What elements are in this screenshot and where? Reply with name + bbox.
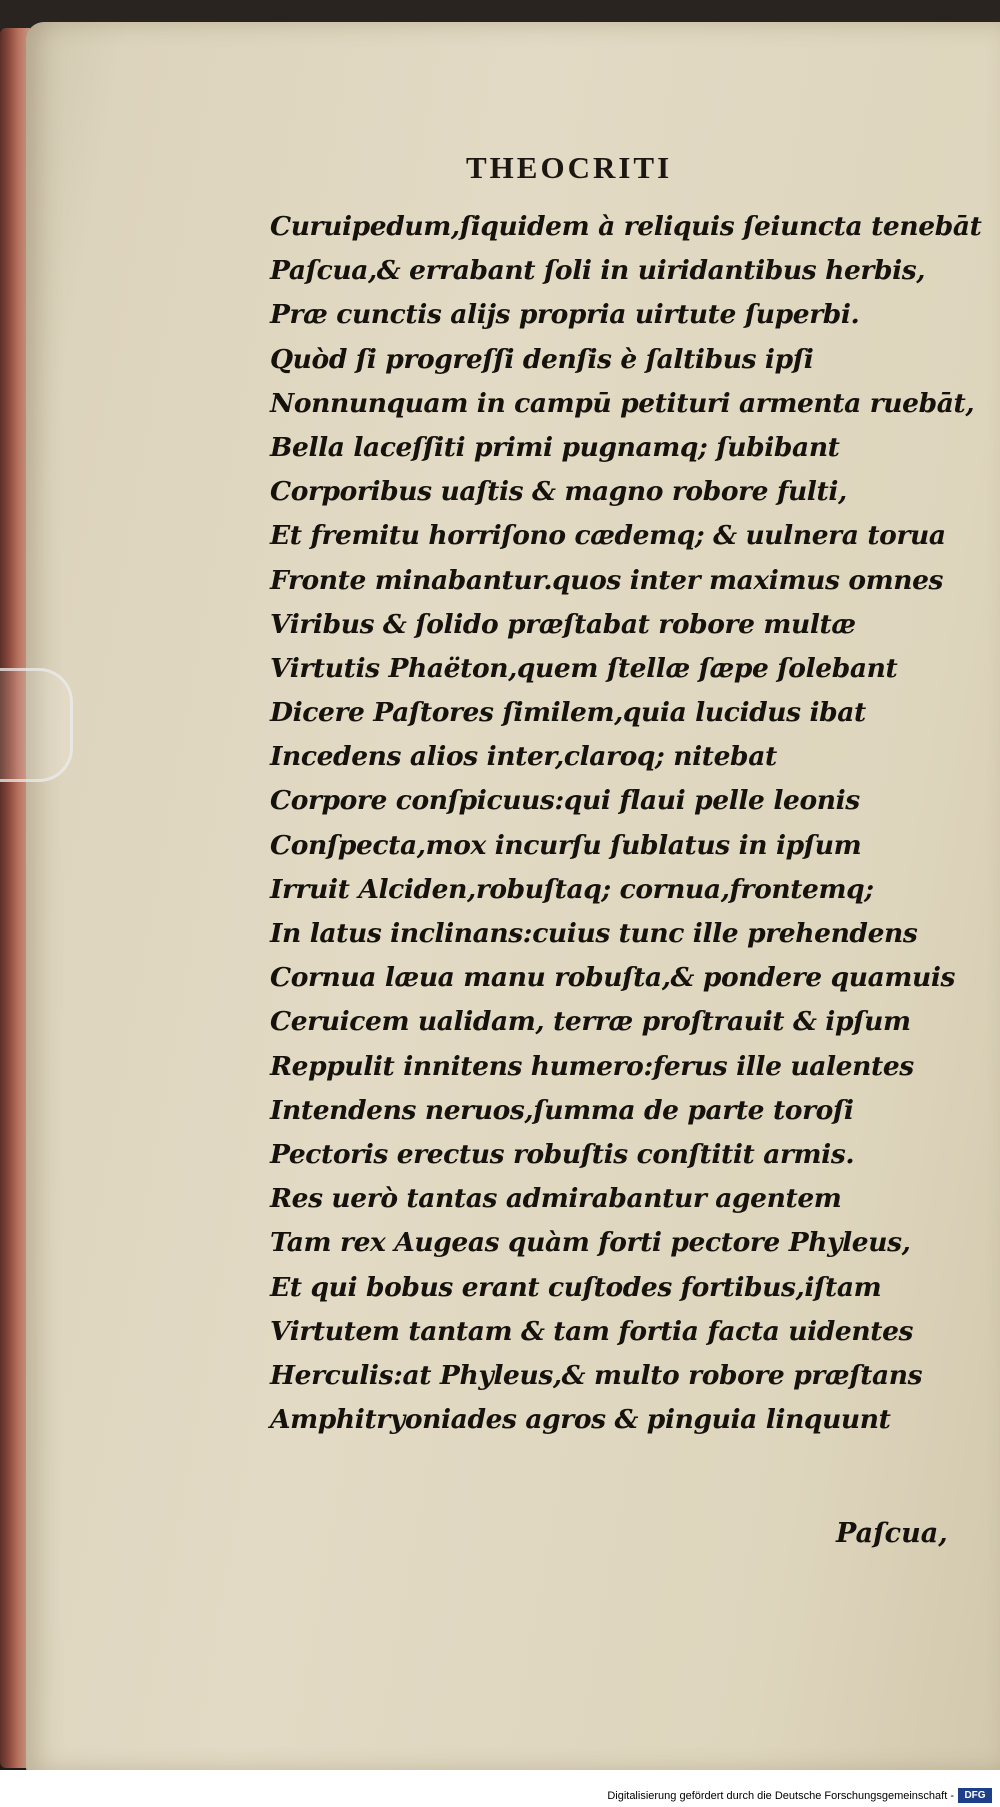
verse-line: Quòd ſi progreſſi denſis è ſaltibus ipſi — [270, 343, 814, 375]
verse-line: Bella laceſſiti primi pugnamq; ſubibant — [270, 431, 840, 463]
verse-line: Præ cunctis alijs propria uirtute ſuperbi. — [270, 299, 860, 331]
digitization-credit: Digitalisierung gefördert durch die Deutsche Forschungsgemeinschaft - — [607, 1790, 954, 1802]
catchword: Paſcua, — [836, 1518, 948, 1549]
verse-line: Corporibus uaſtis & magno robore fulti, — [270, 476, 847, 508]
verse-line: Irruit Alciden,robuſtaq; cornua,frontemq; — [270, 873, 874, 905]
verse-line: Tam rex Augeas quàm forti pectore Phyleus, — [270, 1227, 911, 1259]
verse-line: Et qui bobus erant cuſtodes fortibus,iſtam — [270, 1271, 882, 1303]
verse-line: Cornua læua manu robuſta,& pondere quamuis — [270, 962, 956, 994]
verse-line: Pectoris erectus robuſtis conſtitit armis. — [270, 1138, 855, 1170]
verse-line: Amphitryoniades agros & pinguia linquunt — [270, 1404, 891, 1436]
verse-line: Paſcua,& errabant ſoli in uiridantibus herbis, — [270, 255, 926, 287]
verse-line: Virtutem tantam & tam fortia facta uidentes — [270, 1315, 914, 1347]
verse-line: Res uerò tantas admirabantur agentem — [270, 1183, 842, 1215]
verse-line: Incedens alios inter,claroq; nitebat — [270, 741, 777, 773]
verse-line: Intendens neruos,ſumma de parte toroſi — [270, 1094, 854, 1126]
verse-line: Nonnunquam in campū petituri armenta ruebāt, — [270, 387, 975, 419]
verse-line: Reppulit innitens humero:ferus ille ualentes — [270, 1050, 914, 1082]
verse-line: In latus inclinans:cuius tunc ille prehendens — [270, 918, 918, 949]
verse-line: Corpore conſpicuus:qui flaui pelle leonis — [270, 785, 860, 817]
verse-line: Herculis:at Phyleus,& multo robore præſtans — [270, 1359, 923, 1391]
verse-line: Dicere Paſtores ſimilem,quia lucidus ibat — [270, 697, 866, 729]
verse-line: Viribus & ſolido præſtabat robore multæ — [270, 608, 856, 640]
running-head: THEOCRITI — [466, 150, 673, 185]
dfg-logo: DFG — [958, 1788, 992, 1803]
verse-line: Curuipedum,ſiquidem à reliquis ſeiuncta tenebāt — [270, 211, 982, 242]
verse-line: Conſpecta,mox incurſu ſublatus in ipſum — [270, 829, 862, 861]
verse-line: Ceruicem ualidam, terræ proſtrauit & ipſum — [270, 1006, 911, 1038]
verse-line: Virtutis Phaëton,quem ſtellæ ſæpe ſolebant — [270, 652, 898, 684]
page-clip — [0, 668, 73, 782]
verse-line: Et fremitu horriſono cædemq; & uulnera torua — [270, 520, 946, 552]
verse-lines — [270, 205, 982, 1442]
verse-line: Fronte minabantur.quos inter maximus omnes — [270, 564, 944, 596]
